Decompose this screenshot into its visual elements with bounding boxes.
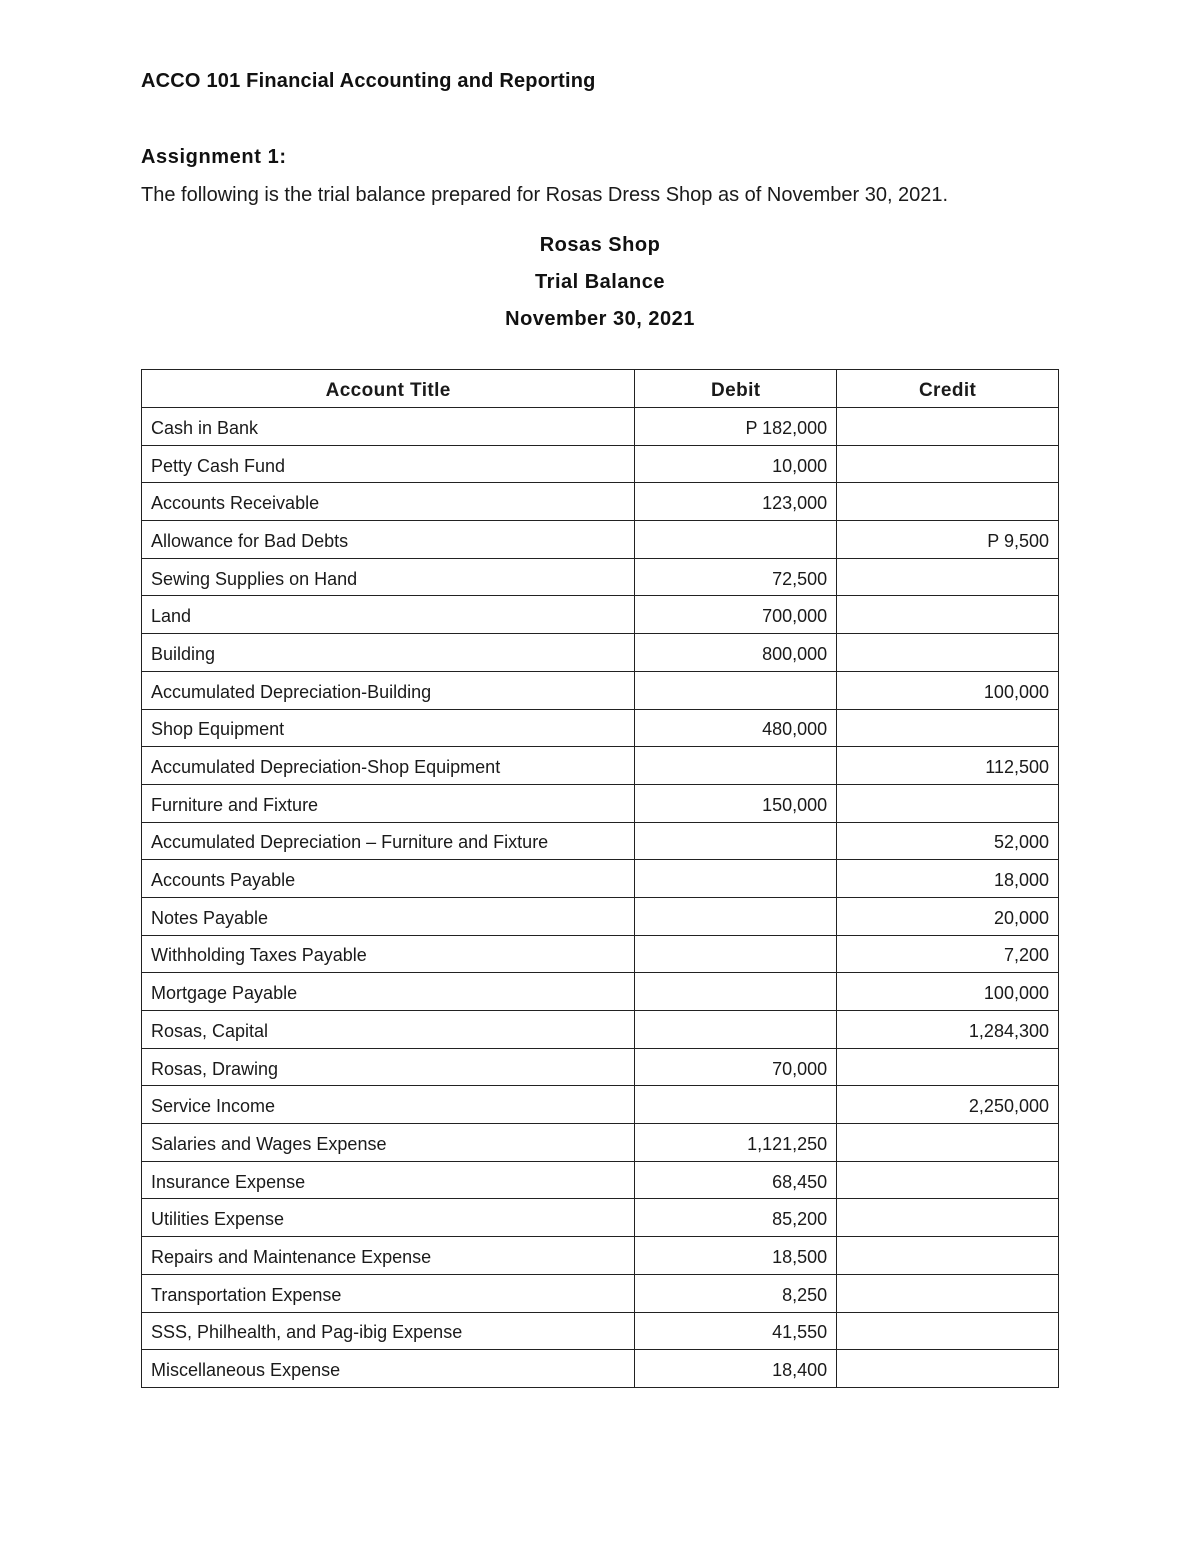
- debit-cell: [635, 935, 837, 973]
- credit-cell: 112,500: [837, 747, 1059, 785]
- table-row: [142, 445, 1059, 483]
- table-row: [142, 483, 1059, 521]
- credit-cell: [837, 408, 1059, 446]
- credit-cell: [837, 1161, 1059, 1199]
- credit-cell: 100,000: [837, 973, 1059, 1011]
- course-title: ACCO 101 Financial Accounting and Reporting: [141, 70, 596, 92]
- table-row: [142, 935, 1059, 973]
- trial-balance-table: [141, 369, 1059, 1388]
- account-title-cell: Insurance Expense: [142, 1161, 635, 1199]
- debit-cell: 72,500: [635, 558, 837, 596]
- account-title-cell: Accumulated Depreciation-Shop Equipment: [142, 747, 635, 785]
- account-title-cell: Rosas, Capital: [142, 1011, 635, 1049]
- debit-cell: 150,000: [635, 784, 837, 822]
- table-row: [142, 1048, 1059, 1086]
- account-title-cell: Land: [142, 596, 635, 634]
- credit-cell: P 9,500: [837, 521, 1059, 559]
- table-row: [142, 973, 1059, 1011]
- credit-cell: [837, 1237, 1059, 1275]
- table-row: [142, 1011, 1059, 1049]
- table-row: [142, 558, 1059, 596]
- account-title-cell: Petty Cash Fund: [142, 445, 635, 483]
- account-title-cell: Accumulated Depreciation-Building: [142, 671, 635, 709]
- debit-cell: 700,000: [635, 596, 837, 634]
- debit-cell: [635, 1011, 837, 1049]
- table-row: [142, 709, 1059, 747]
- header-debit: Debit: [635, 370, 837, 408]
- account-title-cell: Mortgage Payable: [142, 973, 635, 1011]
- credit-cell: 1,284,300: [837, 1011, 1059, 1049]
- debit-cell: 10,000: [635, 445, 837, 483]
- credit-cell: 20,000: [837, 897, 1059, 935]
- debit-cell: 1,121,250: [635, 1124, 837, 1162]
- credit-cell: 100,000: [837, 671, 1059, 709]
- credit-cell: [837, 596, 1059, 634]
- credit-cell: [837, 1199, 1059, 1237]
- credit-cell: [837, 784, 1059, 822]
- credit-cell: [837, 709, 1059, 747]
- debit-cell: 8,250: [635, 1274, 837, 1312]
- table-row: [142, 860, 1059, 898]
- account-title-cell: Salaries and Wages Expense: [142, 1124, 635, 1162]
- account-title-cell: Allowance for Bad Debts: [142, 521, 635, 559]
- credit-cell: 7,200: [837, 935, 1059, 973]
- header-account-title: Account Title: [142, 370, 635, 408]
- account-title-cell: Service Income: [142, 1086, 635, 1124]
- account-title-cell: Accumulated Depreciation – Furniture and Fixture: [142, 822, 635, 860]
- credit-cell: 2,250,000: [837, 1086, 1059, 1124]
- credit-cell: 52,000: [837, 822, 1059, 860]
- debit-cell: [635, 1086, 837, 1124]
- table-body: [142, 408, 1059, 1388]
- debit-cell: 123,000: [635, 483, 837, 521]
- debit-cell: 18,400: [635, 1350, 837, 1388]
- table-row: [142, 822, 1059, 860]
- company-name: Rosas Shop: [539, 234, 661, 256]
- account-title-cell: Furniture and Fixture: [142, 784, 635, 822]
- credit-cell: [837, 1274, 1059, 1312]
- account-title-cell: SSS, Philhealth, and Pag-ibig Expense: [142, 1312, 635, 1350]
- debit-cell: [635, 747, 837, 785]
- account-title-cell: Withholding Taxes Payable: [142, 935, 635, 973]
- account-title-cell: Shop Equipment: [142, 709, 635, 747]
- credit-cell: 18,000: [837, 860, 1059, 898]
- account-title-cell: Accounts Payable: [142, 860, 635, 898]
- intro-text: The following is the trial balance prepared for Rosas Dress Shop as of November 30, 2021.: [141, 184, 949, 206]
- account-title-cell: Notes Payable: [142, 897, 635, 935]
- debit-cell: [635, 897, 837, 935]
- report-date: November 30, 2021: [505, 308, 695, 330]
- debit-cell: 800,000: [635, 634, 837, 672]
- table-row: [142, 1312, 1059, 1350]
- account-title-cell: Repairs and Maintenance Expense: [142, 1237, 635, 1275]
- table-row: [142, 671, 1059, 709]
- table-row: [142, 408, 1059, 446]
- account-title-cell: Building: [142, 634, 635, 672]
- debit-cell: [635, 671, 837, 709]
- account-title-cell: Cash in Bank: [142, 408, 635, 446]
- debit-cell: P 182,000: [635, 408, 837, 446]
- table-row: [142, 784, 1059, 822]
- debit-cell: 70,000: [635, 1048, 837, 1086]
- credit-cell: [837, 445, 1059, 483]
- header-credit: Credit: [837, 370, 1059, 408]
- debit-cell: 68,450: [635, 1161, 837, 1199]
- credit-cell: [837, 558, 1059, 596]
- table-row: [142, 1086, 1059, 1124]
- debit-cell: 41,550: [635, 1312, 837, 1350]
- table-row: [142, 1274, 1059, 1312]
- report-name: Trial Balance: [535, 271, 665, 293]
- account-title-cell: Sewing Supplies on Hand: [142, 558, 635, 596]
- account-title-cell: Rosas, Drawing: [142, 1048, 635, 1086]
- debit-cell: 85,200: [635, 1199, 837, 1237]
- account-title-cell: Accounts Receivable: [142, 483, 635, 521]
- debit-cell: [635, 822, 837, 860]
- account-title-cell: Miscellaneous Expense: [142, 1350, 635, 1388]
- debit-cell: [635, 521, 837, 559]
- assignment-title: Assignment 1:: [141, 146, 287, 168]
- table-row: [142, 1124, 1059, 1162]
- debit-cell: 480,000: [635, 709, 837, 747]
- table-row: [142, 897, 1059, 935]
- table-row: [142, 747, 1059, 785]
- table-row: [142, 1161, 1059, 1199]
- table-row: [142, 1237, 1059, 1275]
- table-row: [142, 1199, 1059, 1237]
- account-title-cell: Utilities Expense: [142, 1199, 635, 1237]
- table-row: [142, 596, 1059, 634]
- debit-cell: 18,500: [635, 1237, 837, 1275]
- credit-cell: [837, 1048, 1059, 1086]
- credit-cell: [837, 634, 1059, 672]
- table-row: [142, 521, 1059, 559]
- table-row: [142, 1350, 1059, 1388]
- debit-cell: [635, 973, 837, 1011]
- table-header-row: [142, 370, 1059, 408]
- debit-cell: [635, 860, 837, 898]
- account-title-cell: Transportation Expense: [142, 1274, 635, 1312]
- credit-cell: [837, 483, 1059, 521]
- table-row: [142, 634, 1059, 672]
- credit-cell: [837, 1350, 1059, 1388]
- credit-cell: [837, 1124, 1059, 1162]
- credit-cell: [837, 1312, 1059, 1350]
